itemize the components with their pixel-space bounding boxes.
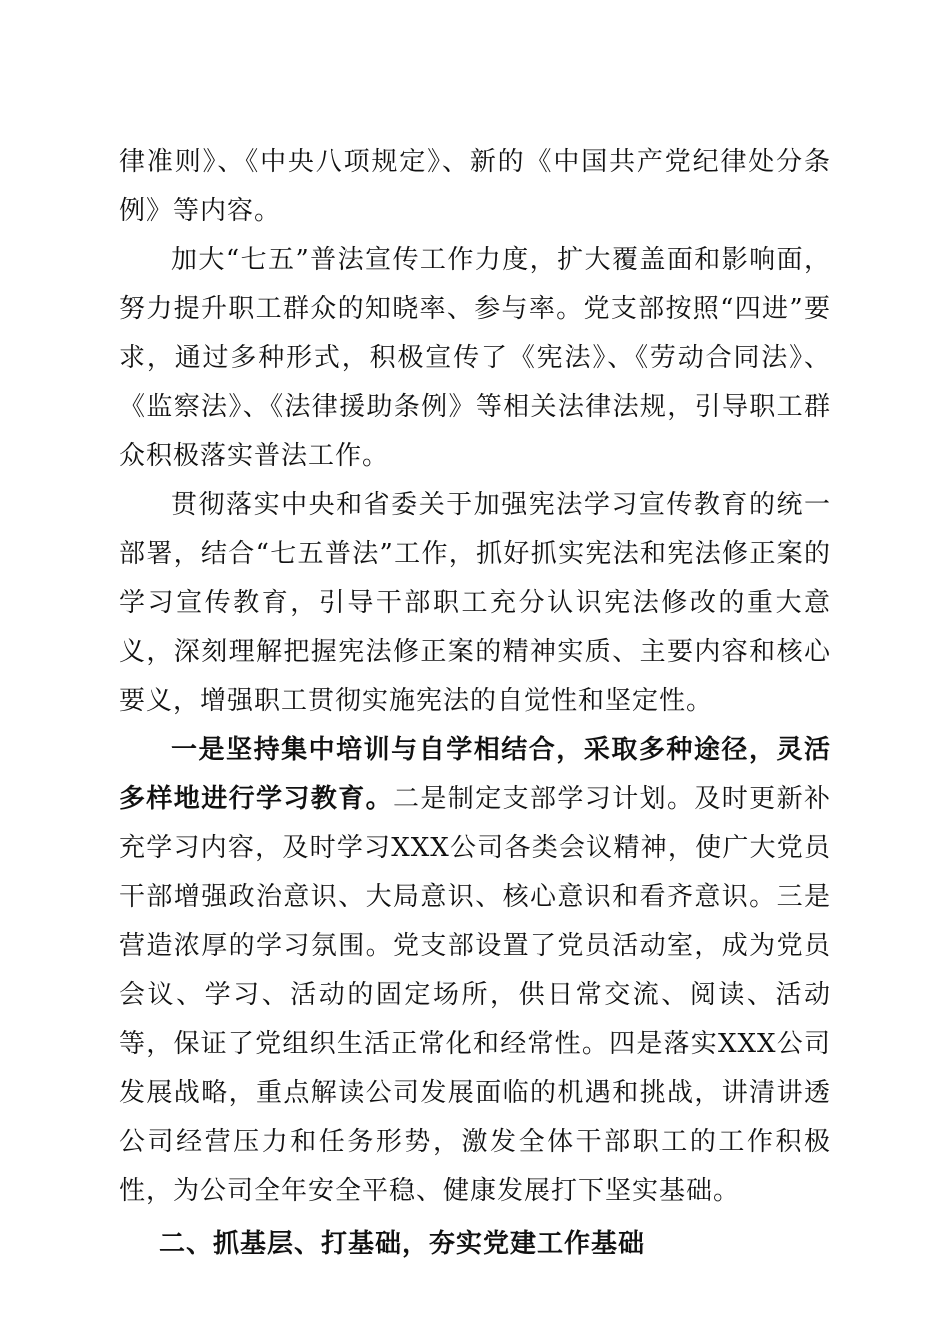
paragraph-body-text: 二是制定支部学习计划。及时更新补充学习内容，及时学习XXX公司各类会议精神，使广大党员干部增强政治意识、大局意识、核心意识和看齐意识。三是营造浓厚的学习氛围。党支部设置了党员活动室，成为党员会议、学习、活动的固定场所，供日常交流、阅读、活动等，保证了党组织生活正常化和经常性。四是落实XXX公司发展战略，重点解读公司发展面临的机遇和挑战，讲清讲透公司经营压力和任务形势，激发全体干部职工的工作积极性，为公司全年安全平稳、健康发展打下坚实基础。 xyxy=(119,784,831,1206)
paragraph-study-measures xyxy=(119,726,831,1216)
paragraph-lead-bold: 一是坚持集中培训与自学相结合，采取多种途径，灵活多样地进行学习教育。 xyxy=(119,735,831,814)
paragraph-constitution-study: 贯彻落实中央和省委关于加强宪法学习宣传教育的统一部署，结合“七五普法”工作，抓好抓实宪法和宪法修正案的学习宣传教育，引导干部职工充分认识宪法修改的重大意义，深刻理解把握宪法修正案的精神实质、主要内容和核心要义，增强职工贯彻实施宪法的自觉性和坚定性。 xyxy=(119,490,831,716)
document-body xyxy=(119,138,831,1269)
section-heading: 二、抓基层、打基础，夯实党建工作基础 xyxy=(159,1229,646,1259)
paragraph-continuation: 律准则》、《中央八项规定》、新的《中国共产党纪律处分条例》等内容。 xyxy=(119,147,831,226)
paragraph-law-publicity: 加大“七五”普法宣传工作力度，扩大覆盖面和影响面，努力提升职工群众的知晓率、参与率。党支部按照“四进”要求，通过多种形式，积极宣传了《宪法》、《劳动合同法》、《监察法》、《法律援助条例》等相关法律法规，引导职工群众积极落实普法工作。 xyxy=(119,245,831,471)
